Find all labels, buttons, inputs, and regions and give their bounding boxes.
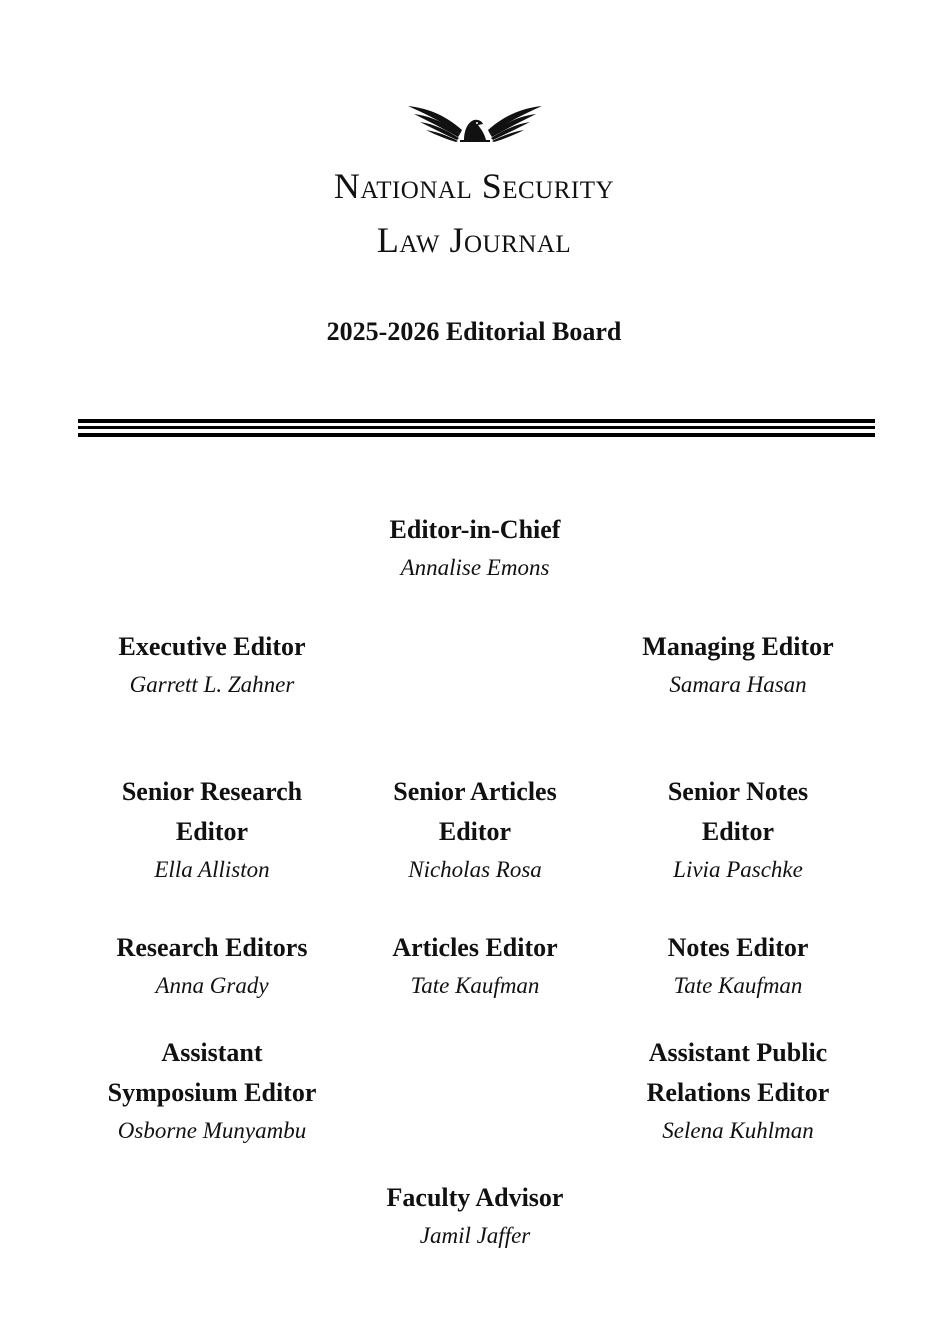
- editor-in-chief-block: [345, 510, 605, 586]
- member-name: Livia Paschke: [673, 857, 803, 882]
- member-name: Selena Kuhlman: [662, 1118, 814, 1143]
- role-title-line-1: Assistant Public: [648, 1038, 828, 1067]
- member-name: Ella Alliston: [154, 857, 270, 882]
- assistant-symposium-editor-block: [72, 1033, 352, 1149]
- role-title-line-1: Senior Notes: [667, 777, 809, 806]
- member-name: Nicholas Rosa: [408, 857, 542, 882]
- assistant-pr-editor-block: [608, 1033, 868, 1149]
- divider-rule-bottom: [78, 433, 875, 437]
- managing-editor-block: [608, 627, 868, 703]
- role-title: Faculty Advisor: [386, 1183, 564, 1212]
- member-name: Samara Hasan: [669, 672, 807, 697]
- role-title: Editor-in-Chief: [389, 515, 561, 544]
- role-title: Articles Editor: [392, 933, 558, 962]
- articles-editor-block: [345, 928, 605, 1004]
- member-name: Tate Kaufman: [673, 973, 803, 998]
- role-title: Managing Editor: [642, 632, 834, 661]
- eagle-icon: [404, 100, 546, 146]
- member-name: Anna Grady: [155, 973, 269, 998]
- role-title: Notes Editor: [667, 933, 809, 962]
- role-title-line-2: Editor: [438, 817, 512, 846]
- role-title-line-2: Editor: [701, 817, 775, 846]
- role-title-line-1: Senior Articles: [393, 777, 557, 806]
- member-name: Tate Kaufman: [410, 973, 540, 998]
- senior-research-editor-block: [82, 772, 342, 888]
- member-name: Annalise Emons: [400, 555, 550, 580]
- divider-rule-top: [78, 419, 875, 423]
- research-editors-block: [82, 928, 342, 1004]
- board-heading: 2025-2026 Editorial Board: [326, 317, 622, 346]
- role-title-line-2: Symposium Editor: [107, 1078, 317, 1107]
- role-title-line-2: Editor: [175, 817, 249, 846]
- role-title-line-1: Senior Research: [121, 777, 303, 806]
- notes-editor-block: [608, 928, 868, 1004]
- role-title: Research Editors: [116, 933, 308, 962]
- journal-title-line-1: National Security: [333, 166, 615, 206]
- member-name: Garrett L. Zahner: [129, 672, 295, 697]
- journal-title-line-2: Law Journal: [376, 220, 572, 260]
- senior-notes-editor-block: [608, 772, 868, 888]
- divider-rule-middle: [78, 426, 875, 429]
- senior-articles-editor-block: [345, 772, 605, 888]
- faculty-advisor-block: [345, 1178, 605, 1254]
- role-title-line-2: Relations Editor: [646, 1078, 830, 1107]
- executive-editor-block: [82, 627, 342, 703]
- member-name: Osborne Munyambu: [117, 1118, 307, 1143]
- role-title: Executive Editor: [118, 632, 306, 661]
- role-title-line-1: Assistant: [161, 1038, 263, 1067]
- member-name: Jamil Jaffer: [419, 1223, 531, 1248]
